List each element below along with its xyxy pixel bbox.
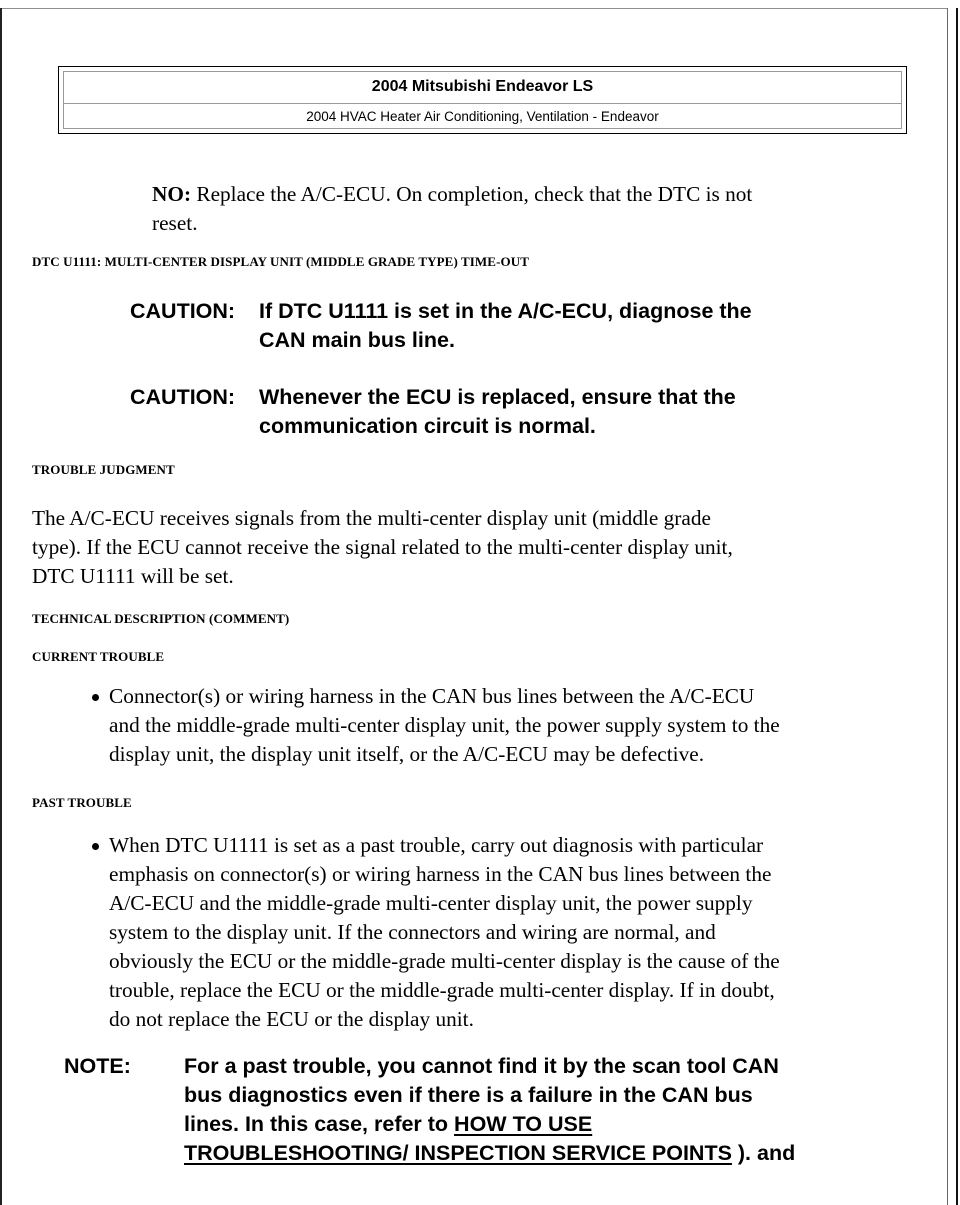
note-text — [184, 1052, 924, 1168]
section-title: 2004 HVAC Heater Air Conditioning, Ventilation - Endeavor — [306, 109, 659, 124]
current-trouble-line-3: display unit, the display unit itself, or the A/C-ECU may be defective. — [109, 742, 705, 766]
caution-2-line-2: communication circuit is normal. — [259, 414, 596, 438]
document-header — [58, 66, 907, 134]
how-to-use-link[interactable]: HOW TO USE — [454, 1112, 593, 1136]
no-step — [152, 180, 892, 209]
caution-block-2 — [130, 383, 890, 443]
note-line-3-prefix: lines. In this case, refer to — [184, 1112, 455, 1136]
current-trouble-heading: CURRENT TROUBLE — [32, 649, 165, 664]
caution-1-line-2: CAN main bus line. — [259, 328, 455, 352]
caution-label-2: CAUTION: — [130, 385, 236, 409]
current-trouble-line-1: Connector(s) or wiring harness in the CAN bus lines between the A/C-ECU — [109, 684, 755, 708]
past-trouble-bullet — [92, 831, 922, 1036]
note-line-4 — [184, 1139, 924, 1168]
dtc-heading: DTC U1111: MULTI-CENTER DISPLAY UNIT (MIDDLE GRADE TYPE) TIME-OUT — [32, 254, 529, 269]
past-trouble-line-4: system to the display unit. If the connectors and wiring are normal, and — [109, 920, 716, 944]
note-label: NOTE: — [64, 1054, 131, 1078]
page-border-right — [947, 8, 948, 1205]
technical-description-heading: TECHNICAL DESCRIPTION (COMMENT) — [32, 611, 290, 626]
caution-block-1 — [130, 297, 890, 357]
trouble-judgment-heading: TROUBLE JUDGMENT — [32, 462, 175, 477]
trouble-judgment-line-2: type). If the ECU cannot receive the signal related to the multi-center display unit, — [32, 535, 733, 559]
past-trouble-line-7: do not replace the ECU or the display unit. — [109, 1007, 474, 1031]
no-step-text-2: reset. — [152, 211, 198, 235]
past-trouble-line-6: trouble, replace the ECU or the middle-grade multi-center display. If in doubt, — [109, 978, 775, 1002]
bullet-dot — [92, 694, 99, 701]
bullet-dot — [92, 843, 99, 850]
current-trouble-bullet — [92, 682, 922, 772]
note-line-2: bus diagnostics even if there is a failure in the CAN bus — [184, 1083, 753, 1107]
note-line-4-suffix: ). and — [731, 1141, 796, 1165]
page-border-left — [0, 8, 2, 1205]
note-line-1: For a past trouble, you cannot find it by the scan tool CAN — [184, 1054, 779, 1078]
no-label: NO: — [152, 182, 192, 206]
troubleshooting-inspection-link[interactable]: TROUBLESHOOTING/ INSPECTION SERVICE POINTS — [184, 1141, 732, 1165]
page-border-top — [0, 8, 947, 9]
current-trouble-text — [109, 682, 780, 769]
past-trouble-line-3: A/C-ECU and the middle-grade multi-center display unit, the power supply — [109, 891, 753, 915]
trouble-judgment-paragraph — [32, 504, 932, 591]
note-line-3 — [184, 1110, 924, 1139]
past-trouble-text — [109, 831, 780, 1034]
past-trouble-heading: PAST TROUBLE — [32, 795, 132, 810]
caution-text-2 — [259, 383, 879, 441]
caution-label-1: CAUTION: — [130, 299, 236, 323]
trouble-judgment-line-3: DTC U1111 will be set. — [32, 564, 234, 588]
trouble-judgment-line-1: The A/C-ECU receives signals from the multi-center display unit (middle grade — [32, 506, 711, 530]
past-trouble-line-2: emphasis on connector(s) or wiring harness in the CAN bus lines between the — [109, 862, 772, 886]
caution-2-line-1: Whenever the ECU is replaced, ensure that the — [259, 385, 736, 409]
past-trouble-line-1: When DTC U1111 is set as a past trouble, carry out diagnosis with particular — [109, 833, 764, 857]
document-header-inner — [63, 71, 902, 129]
caution-text-1 — [259, 297, 879, 355]
vehicle-title: 2004 Mitsubishi Endeavor LS — [64, 72, 901, 104]
caution-1-line-1: If DTC U1111 is set in the A/C-ECU, diagnose the — [259, 299, 752, 323]
page-border-right-outer — [956, 8, 958, 1205]
current-trouble-line-2: and the middle-grade multi-center display unit, the power supply system to the — [109, 713, 780, 737]
past-trouble-line-5: obviously the ECU or the middle-grade multi-center display is the cause of the — [109, 949, 780, 973]
no-step-text: Replace the A/C-ECU. On completion, check that the DTC is not — [191, 182, 753, 206]
note-block — [64, 1052, 934, 1172]
